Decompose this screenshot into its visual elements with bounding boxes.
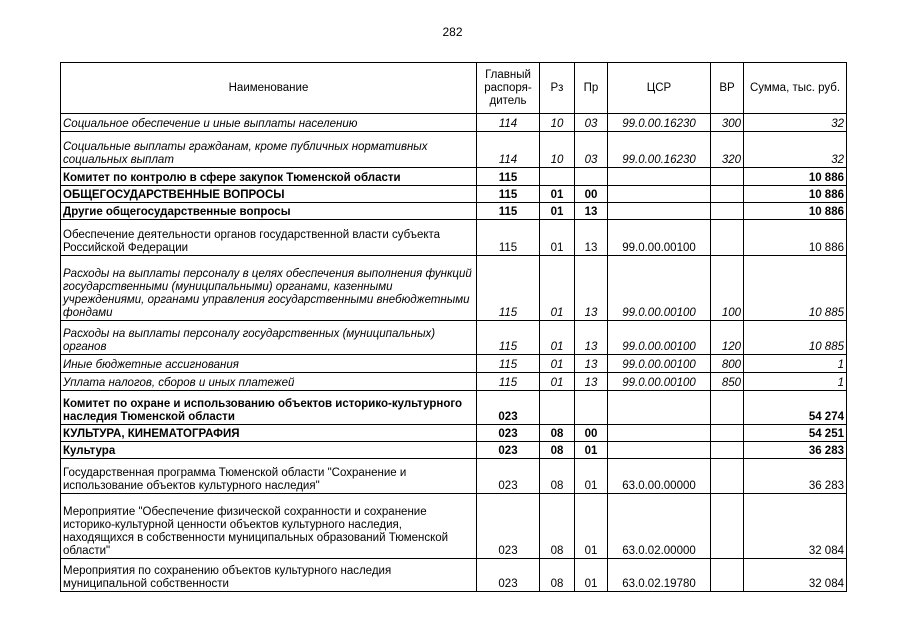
cell-vr: [711, 459, 744, 494]
cell-name: Социальные выплаты гражданам, кроме публичных нормативных социальных выплат: [61, 132, 477, 168]
cell-main-manager: 114: [477, 114, 540, 132]
cell-rz: 10: [540, 114, 575, 132]
cell-name: Культура: [61, 442, 477, 459]
cell-name: Расходы на выплаты персоналу в целях обеспечения выполнения функций государственными (муниципальными) органами, казенными учреждениями, органами управления государственными внебюджетными фондами: [61, 256, 477, 321]
cell-pr: 13: [575, 256, 608, 321]
cell-pr: 13: [575, 203, 608, 220]
cell-main-manager: 115: [477, 321, 540, 355]
cell-pr: 13: [575, 373, 608, 391]
cell-pr: [575, 391, 608, 425]
cell-main-manager: 114: [477, 132, 540, 168]
cell-csr: 99.0.00.00100: [608, 220, 711, 256]
cell-sum: 32 084: [744, 559, 847, 592]
table-row: [61, 168, 847, 186]
cell-main-manager: 023: [477, 391, 540, 425]
cell-name: Государственная программа Тюменской области "Сохранение и использование объектов культурного наследия": [61, 459, 477, 494]
cell-rz: 01: [540, 186, 575, 203]
cell-csr: [608, 186, 711, 203]
cell-csr: 99.0.00.00100: [608, 256, 711, 321]
cell-csr: 99.0.00.16230: [608, 114, 711, 132]
cell-rz: 01: [540, 355, 575, 373]
cell-sum: 32: [744, 132, 847, 168]
cell-name: Расходы на выплаты персоналу государственных (муниципальных) органов: [61, 321, 477, 355]
cell-vr: 120: [711, 321, 744, 355]
table-header-row: [61, 63, 847, 114]
cell-name: Мероприятие "Обеспечение физической сохранности и сохранение историко-культурной ценности объектов культурного наследия, находящихся в собственности муниципальных образований Тюменской области": [61, 494, 477, 559]
table-row: [61, 203, 847, 220]
cell-rz: 01: [540, 256, 575, 321]
page-number: 282: [442, 25, 463, 39]
cell-vr: [711, 391, 744, 425]
cell-sum: 10 885: [744, 321, 847, 355]
cell-vr: 320: [711, 132, 744, 168]
cell-vr: [711, 425, 744, 442]
cell-main-manager: 115: [477, 373, 540, 391]
cell-sum: 36 283: [744, 442, 847, 459]
cell-pr: 03: [575, 114, 608, 132]
cell-name: Комитет по контролю в сфере закупок Тюменской области: [61, 168, 477, 186]
cell-csr: [608, 391, 711, 425]
cell-csr: 63.0.02.00000: [608, 494, 711, 559]
cell-pr: 01: [575, 494, 608, 559]
cell-pr: 00: [575, 186, 608, 203]
cell-csr: 99.0.00.00100: [608, 373, 711, 391]
cell-main-manager: 115: [477, 186, 540, 203]
header-rz: Рз: [540, 63, 575, 114]
cell-name: ОБЩЕГОСУДАРСТВЕННЫЕ ВОПРОСЫ: [61, 186, 477, 203]
cell-main-manager: 115: [477, 355, 540, 373]
cell-main-manager: 115: [477, 220, 540, 256]
cell-pr: 13: [575, 355, 608, 373]
header-vr: ВР: [711, 63, 744, 114]
cell-sum: 10 886: [744, 186, 847, 203]
cell-pr: 01: [575, 459, 608, 494]
cell-sum: 10 886: [744, 220, 847, 256]
cell-sum: 54 251: [744, 425, 847, 442]
header-csr: ЦСР: [608, 63, 711, 114]
cell-name: Иные бюджетные ассигнования: [61, 355, 477, 373]
cell-pr: 01: [575, 442, 608, 459]
cell-main-manager: 115: [477, 256, 540, 321]
cell-rz: 08: [540, 442, 575, 459]
cell-main-manager: 115: [477, 168, 540, 186]
cell-vr: [711, 220, 744, 256]
cell-vr: [711, 559, 744, 592]
table-row: [61, 442, 847, 459]
cell-csr: [608, 168, 711, 186]
cell-sum: 10 885: [744, 256, 847, 321]
cell-rz: [540, 168, 575, 186]
table-row: [61, 186, 847, 203]
cell-csr: 99.0.00.00100: [608, 321, 711, 355]
table-row: [61, 494, 847, 559]
cell-pr: 13: [575, 220, 608, 256]
cell-sum: 32: [744, 114, 847, 132]
cell-pr: [575, 168, 608, 186]
table-row: [61, 220, 847, 256]
cell-vr: 850: [711, 373, 744, 391]
cell-sum: 1: [744, 355, 847, 373]
cell-name: Комитет по охране и использованию объектов историко-культурного наследия Тюменской области: [61, 391, 477, 425]
cell-csr: [608, 442, 711, 459]
cell-name: Социальное обеспечение и иные выплаты населению: [61, 114, 477, 132]
table-row: [61, 114, 847, 132]
cell-csr: 99.0.00.00100: [608, 355, 711, 373]
cell-vr: 100: [711, 256, 744, 321]
cell-name: Мероприятия по сохранению объектов культурного наследия муниципальной собственности: [61, 559, 477, 592]
cell-pr: 13: [575, 321, 608, 355]
cell-vr: 800: [711, 355, 744, 373]
cell-pr: 00: [575, 425, 608, 442]
budget-table: [60, 62, 847, 592]
cell-vr: [711, 442, 744, 459]
table-row: [61, 256, 847, 321]
cell-name: Обеспечение деятельности органов государственной власти субъекта Российской Федерации: [61, 220, 477, 256]
cell-vr: [711, 168, 744, 186]
cell-rz: 08: [540, 459, 575, 494]
cell-main-manager: 023: [477, 425, 540, 442]
cell-pr: 03: [575, 132, 608, 168]
cell-vr: [711, 203, 744, 220]
table-row: [61, 559, 847, 592]
cell-rz: 01: [540, 203, 575, 220]
cell-vr: [711, 186, 744, 203]
cell-rz: 01: [540, 321, 575, 355]
cell-rz: 10: [540, 132, 575, 168]
cell-rz: 01: [540, 220, 575, 256]
cell-rz: 08: [540, 425, 575, 442]
cell-csr: [608, 203, 711, 220]
cell-csr: [608, 425, 711, 442]
cell-name: Уплата налогов, сборов и иных платежей: [61, 373, 477, 391]
cell-rz: 01: [540, 373, 575, 391]
cell-vr: [711, 494, 744, 559]
cell-csr: 63.0.00.00000: [608, 459, 711, 494]
cell-main-manager: 115: [477, 203, 540, 220]
cell-sum: 10 886: [744, 203, 847, 220]
table-row: [61, 425, 847, 442]
table-row: [61, 459, 847, 494]
table-row: [61, 391, 847, 425]
cell-pr: 01: [575, 559, 608, 592]
cell-csr: 63.0.02.19780: [608, 559, 711, 592]
header-sum: Сумма, тыс. руб.: [744, 63, 847, 114]
cell-rz: [540, 391, 575, 425]
cell-sum: 10 886: [744, 168, 847, 186]
cell-vr: 300: [711, 114, 744, 132]
cell-rz: 08: [540, 559, 575, 592]
cell-name: КУЛЬТУРА, КИНЕМАТОГРАФИЯ: [61, 425, 477, 442]
table-row: [61, 321, 847, 355]
cell-main-manager: 023: [477, 459, 540, 494]
table-row: [61, 355, 847, 373]
cell-main-manager: 023: [477, 494, 540, 559]
cell-sum: 32 084: [744, 494, 847, 559]
cell-main-manager: 023: [477, 559, 540, 592]
header-pr: Пр: [575, 63, 608, 114]
cell-rz: 08: [540, 494, 575, 559]
table-row: [61, 373, 847, 391]
cell-sum: 36 283: [744, 459, 847, 494]
cell-sum: 54 274: [744, 391, 847, 425]
table-row: [61, 132, 847, 168]
header-main-manager: Главный распоря-дитель: [477, 63, 540, 114]
cell-name: Другие общегосударственные вопросы: [61, 203, 477, 220]
cell-sum: 1: [744, 373, 847, 391]
cell-csr: 99.0.00.16230: [608, 132, 711, 168]
cell-main-manager: 023: [477, 442, 540, 459]
header-name: Наименование: [61, 63, 477, 114]
